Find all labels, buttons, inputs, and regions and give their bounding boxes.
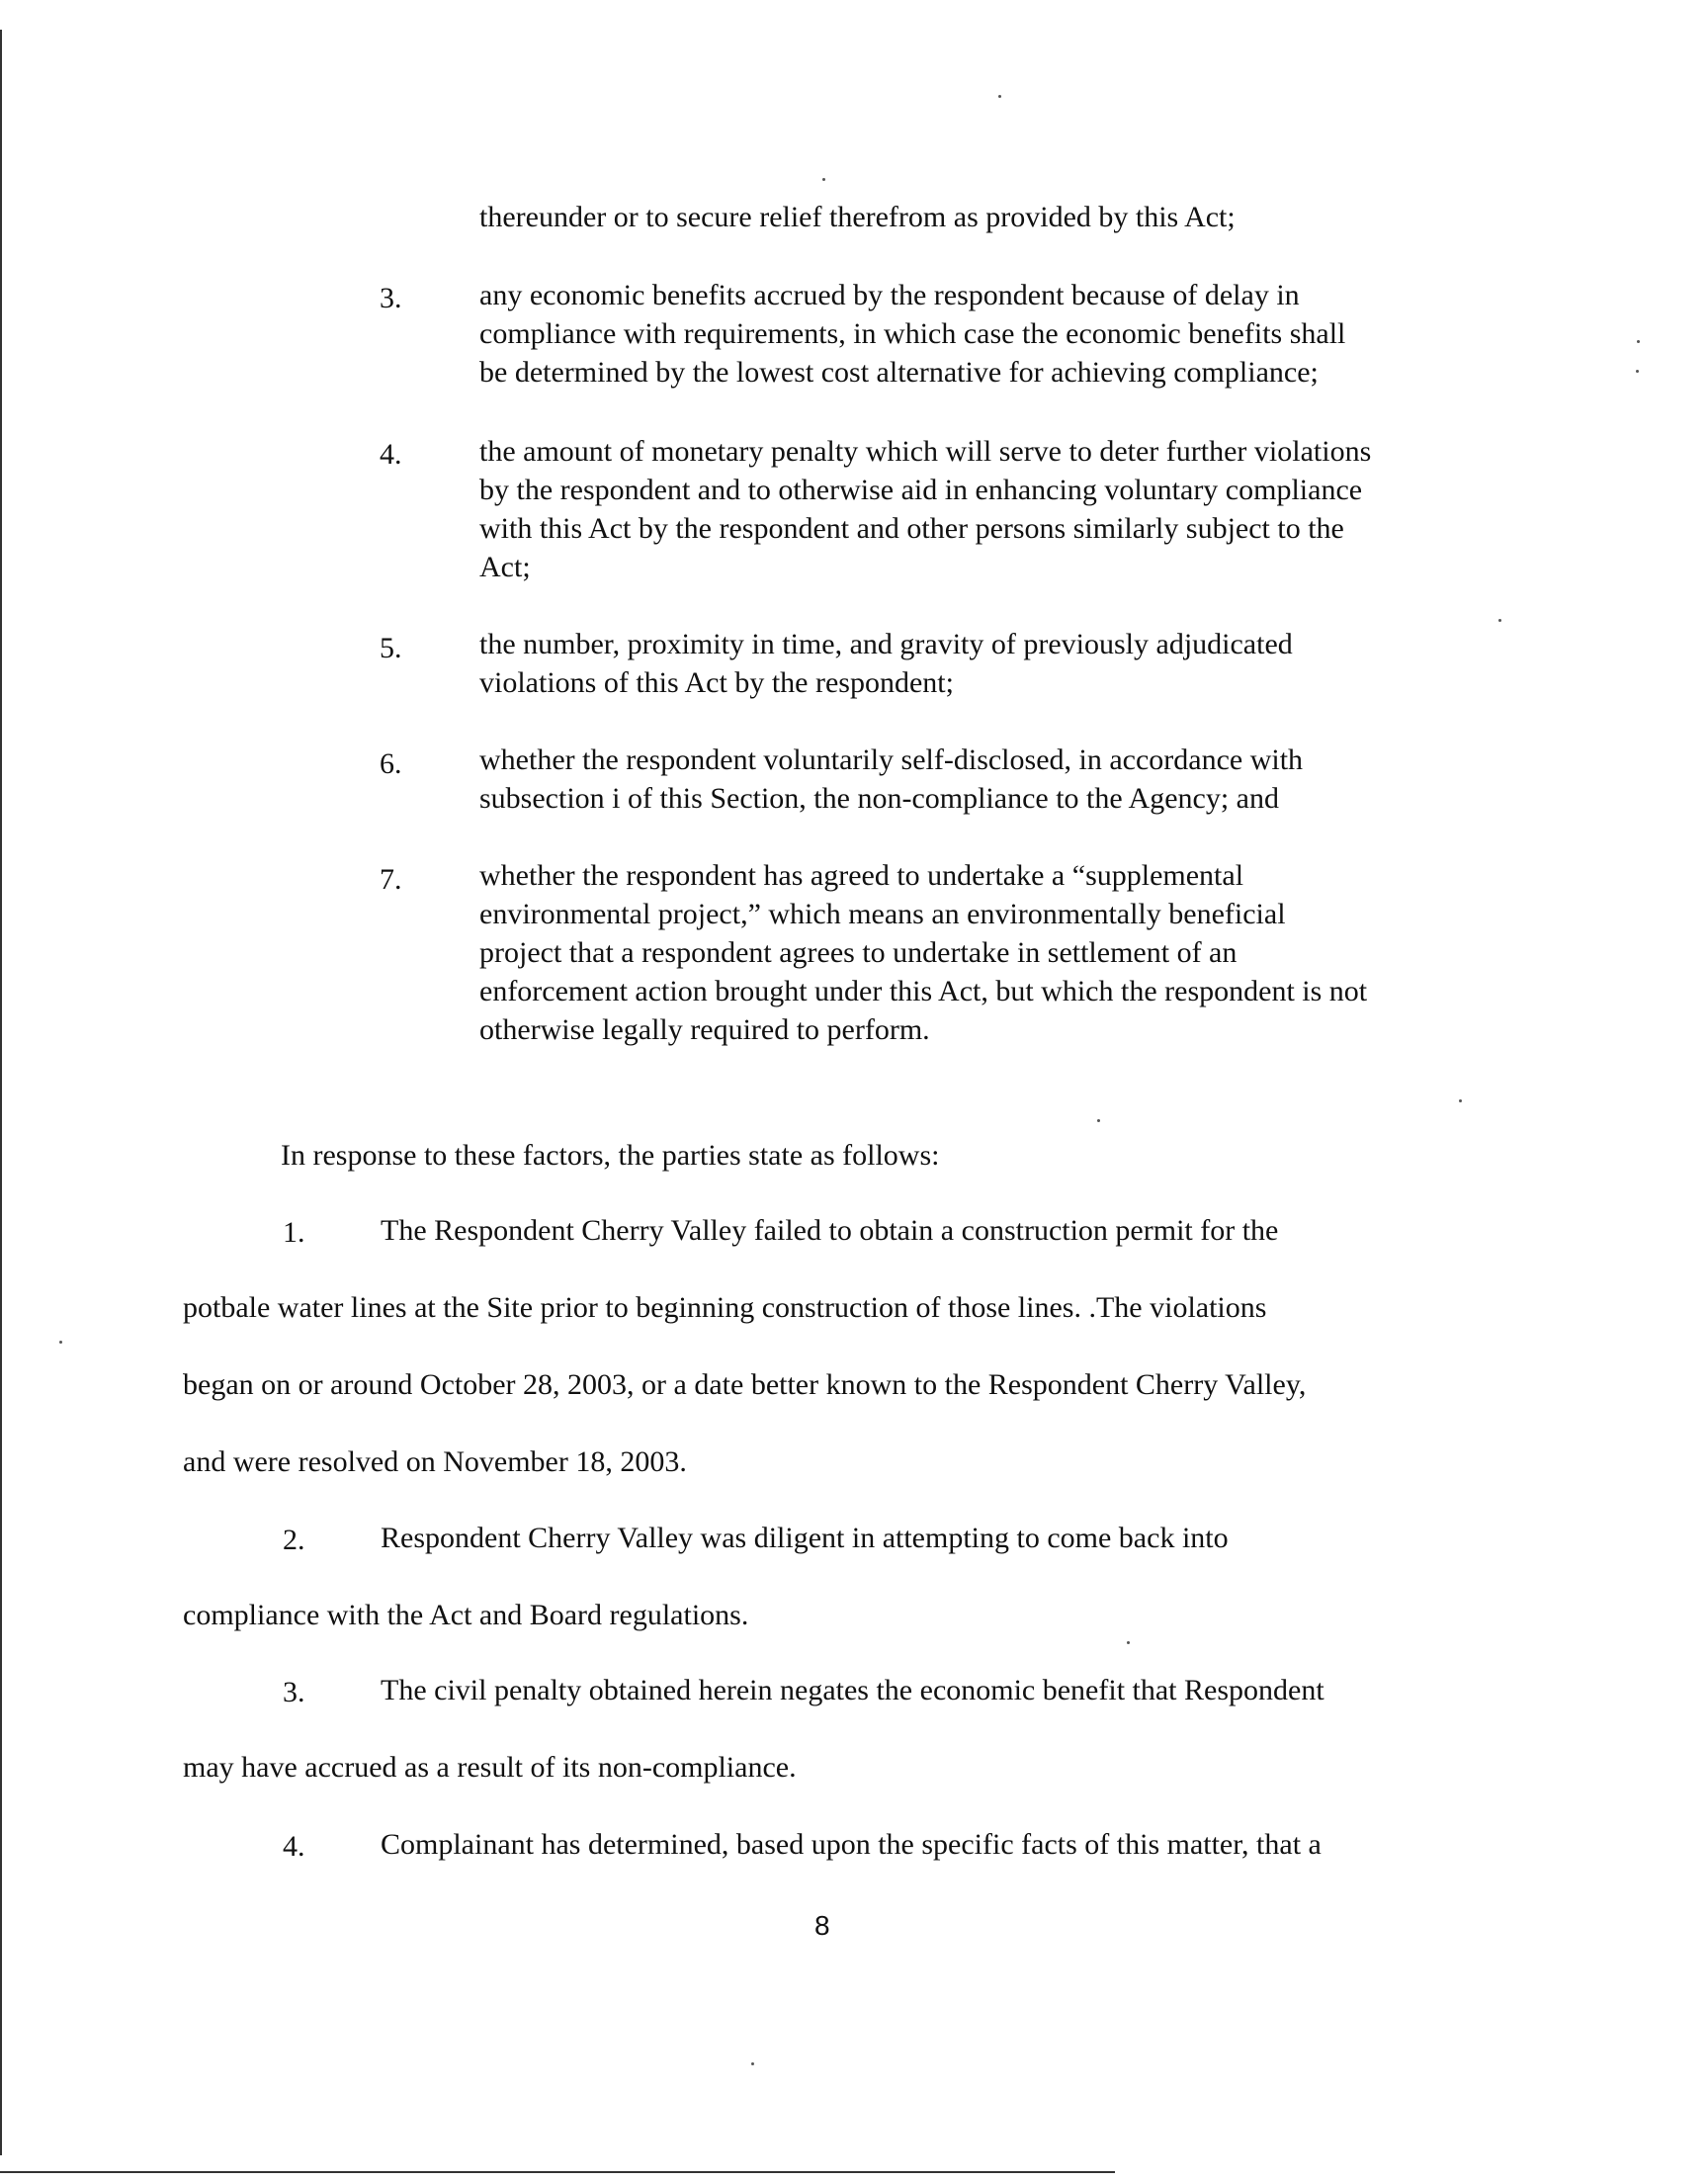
response-text-line: began on or around October 28, 2003, or a date better known to the Respondent Cherry Valley, — [183, 1368, 1307, 1401]
response-intro: In response to these factors, the parties state as follows: — [281, 1139, 940, 1172]
factor-text-line: compliance with requirements, in which case the economic benefits shall — [479, 317, 1346, 350]
response-text-line: potbale water lines at the Site prior to beginning construction of those lines. .The violations — [183, 1291, 1267, 1324]
page-number: 8 — [814, 1910, 830, 1941]
response-text-line: The Respondent Cherry Valley failed to obtain a construction permit for the — [381, 1214, 1279, 1247]
bottom-edge-line — [0, 2171, 1115, 2173]
factor-text-line: otherwise legally required to perform. — [479, 1013, 930, 1046]
factor-text-line: environmental project,” which means an environmentally beneficial — [479, 898, 1286, 930]
factor-number: 7. — [380, 863, 402, 896]
response-number: 3. — [283, 1676, 305, 1708]
factor-number: 3. — [380, 282, 402, 314]
factor-text-line: subsection i of this Section, the non-compliance to the Agency; and — [479, 782, 1279, 815]
left-edge-line — [0, 30, 2, 2155]
scan-speck — [1637, 340, 1640, 343]
factor-text-line: whether the respondent has agreed to undertake a “supplemental — [479, 859, 1244, 892]
factor-text-line: the number, proximity in time, and gravity of previously adjudicated — [479, 628, 1293, 660]
factor-text-line: whether the respondent voluntarily self-disclosed, in accordance with — [479, 743, 1304, 776]
scan-speck — [1636, 370, 1639, 373]
response-number: 1. — [283, 1216, 305, 1249]
scan-speck — [998, 95, 1001, 98]
factor-text-line: be determined by the lowest cost alternative for achieving compliance; — [479, 356, 1319, 389]
scan-speck — [822, 178, 825, 181]
scan-speck — [1498, 619, 1501, 622]
scan-speck — [59, 1341, 62, 1344]
response-text-line: Complainant has determined, based upon the specific facts of this matter, that a — [381, 1828, 1322, 1861]
response-number: 4. — [283, 1830, 305, 1863]
scan-speck — [1127, 1641, 1130, 1644]
scan-speck — [751, 2062, 754, 2065]
response-text-line: The civil penalty obtained herein negates the economic benefit that Respondent — [381, 1674, 1324, 1706]
factor-text-line: Act; — [479, 551, 531, 583]
factor-number: 6. — [380, 747, 402, 780]
response-text-line: and were resolved on November 18, 2003. — [183, 1445, 687, 1478]
response-text-line: may have accrued as a result of its non-compliance. — [183, 1751, 797, 1784]
response-text-line: compliance with the Act and Board regulations. — [183, 1599, 749, 1631]
scan-speck — [1459, 1099, 1462, 1102]
factor-text-line: by the respondent and to otherwise aid in enhancing voluntary compliance — [479, 474, 1363, 506]
response-text-line: Respondent Cherry Valley was diligent in attempting to come back into — [381, 1522, 1229, 1554]
scan-speck — [1097, 1119, 1100, 1122]
factor-text-line: enforcement action brought under this Act, but which the respondent is not — [479, 975, 1368, 1007]
factor-number: 5. — [380, 632, 402, 664]
response-number: 2. — [283, 1524, 305, 1556]
factor-text-line: with this Act by the respondent and other persons similarly subject to the — [479, 512, 1344, 545]
continuation-line: thereunder or to secure relief therefrom as provided by this Act; — [479, 201, 1236, 233]
factor-text-line: any economic benefits accrued by the respondent because of delay in — [479, 279, 1300, 311]
factor-text-line: project that a respondent agrees to undertake in settlement of an — [479, 936, 1238, 969]
factor-text-line: violations of this Act by the respondent; — [479, 666, 954, 699]
factor-number: 4. — [380, 438, 402, 471]
factor-text-line: the amount of monetary penalty which will serve to deter further violations — [479, 435, 1372, 468]
